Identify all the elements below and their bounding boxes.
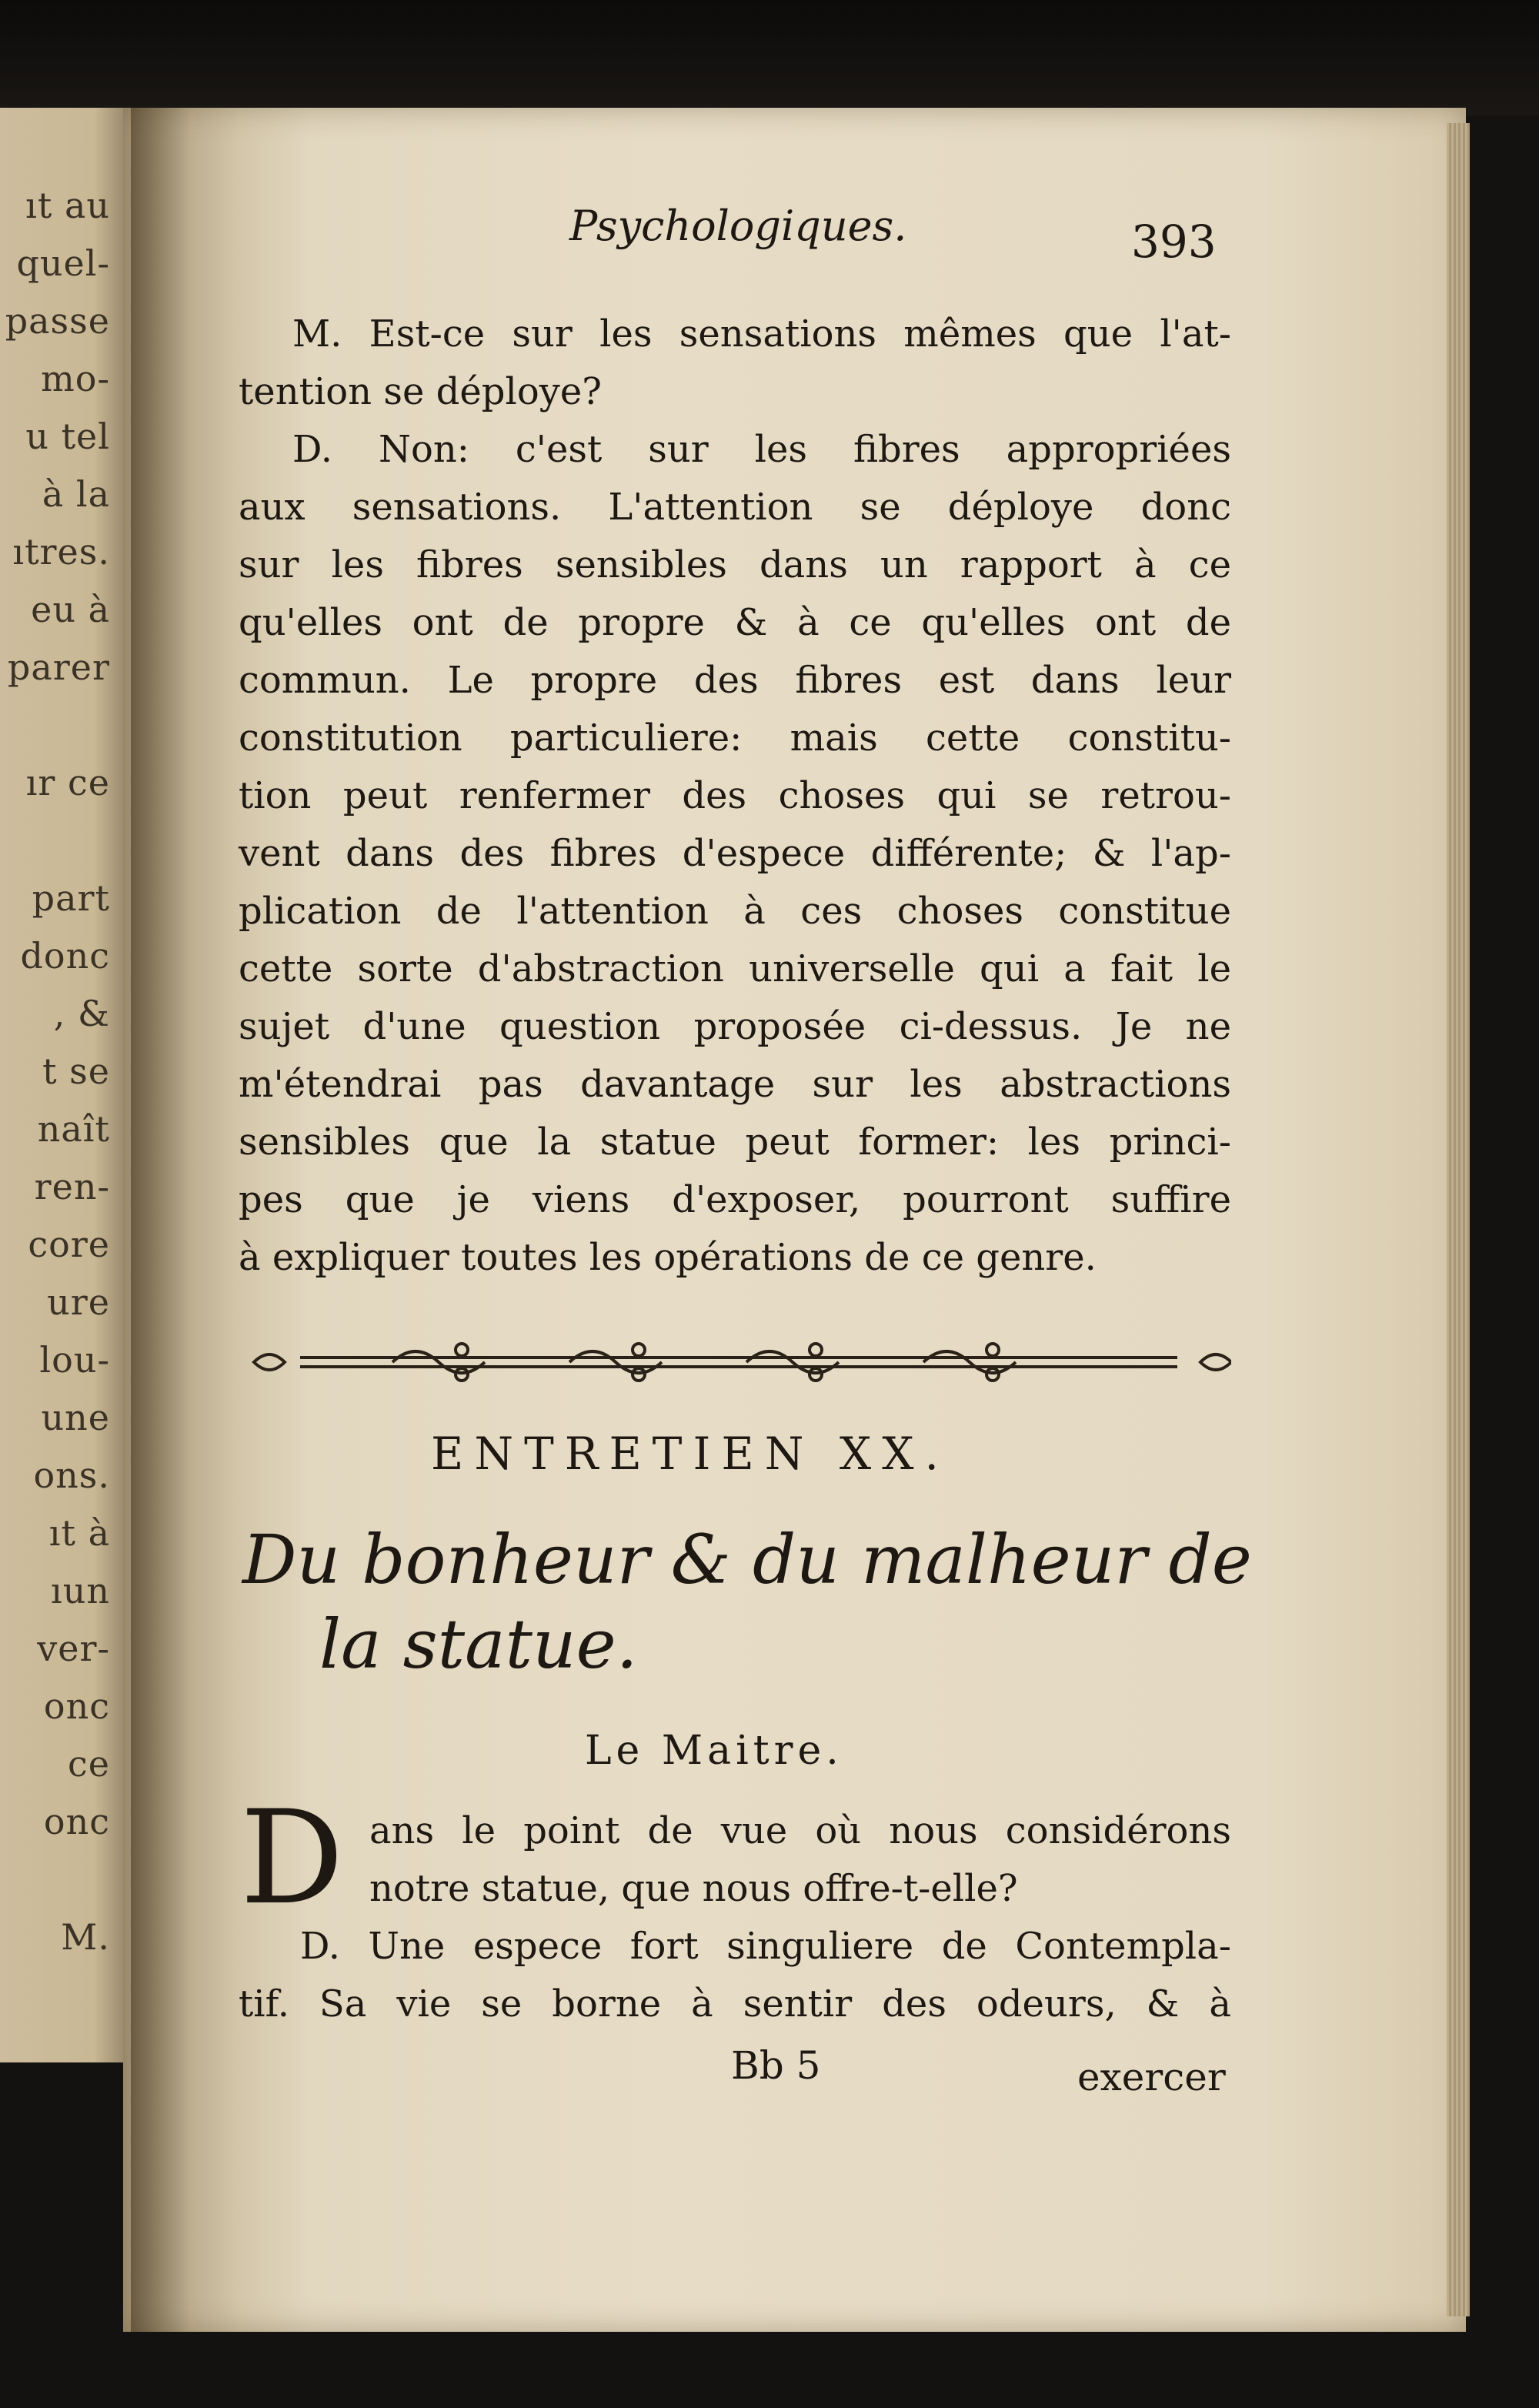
left-page-edge bbox=[0, 108, 135, 2062]
left-page-fragment: ons. bbox=[33, 1454, 110, 1496]
left-page-fragment: ıt au bbox=[25, 185, 110, 226]
body-line: pes que je viens d'exposer, pourront suffire bbox=[239, 1178, 1231, 1221]
book-gutter bbox=[131, 108, 239, 2332]
running-title: Psychologiques. bbox=[569, 202, 907, 250]
body-line: tention se déploye? bbox=[239, 370, 602, 413]
body-line: D. Non: c'est sur les fibres appropriées bbox=[292, 428, 1231, 471]
left-page-fragment: donc bbox=[20, 935, 110, 977]
left-page-fragment: ır ce bbox=[25, 762, 110, 803]
body-line: sensibles que la statue peut former: les princi- bbox=[239, 1121, 1231, 1164]
left-page-fragment: mo- bbox=[41, 358, 110, 399]
left-page-fragment: ce bbox=[68, 1743, 110, 1785]
page-number: 393 bbox=[1131, 215, 1217, 268]
ornament-divider bbox=[239, 1339, 1231, 1385]
chapter-heading: ENTRETIEN XX. bbox=[431, 1428, 950, 1480]
background-top bbox=[0, 0, 1539, 115]
body-line: sur les fibres sensibles dans un rapport à ce bbox=[239, 543, 1231, 586]
body-line: qu'elles ont de propre & à ce qu'elles ont de bbox=[239, 601, 1231, 644]
left-page-fragment: onc bbox=[43, 1685, 110, 1727]
left-page-fragment: ıun bbox=[51, 1570, 110, 1611]
left-page-fragment: lou- bbox=[39, 1339, 110, 1381]
body-line: aux sensations. L'attention se déploye donc bbox=[239, 486, 1231, 529]
left-page-fragment: u tel bbox=[25, 416, 110, 457]
left-page-fragment: ure bbox=[47, 1281, 110, 1323]
body-line: à expliquer toutes les opérations de ce genre. bbox=[239, 1236, 1097, 1279]
left-page-fragment: eu à bbox=[31, 589, 110, 630]
body-line: sujet d'une question proposée ci-dessus. Je ne bbox=[239, 1005, 1231, 1048]
left-page-fragment: t se bbox=[42, 1050, 110, 1092]
catchword: exercer bbox=[1077, 2055, 1226, 2099]
left-page-fragment: ver- bbox=[37, 1628, 110, 1669]
dialogue-line: tif. Sa vie se borne à sentir des odeurs, & à bbox=[239, 1982, 1231, 2026]
left-page-fragment: une bbox=[41, 1397, 110, 1438]
body-line: constitution particuliere: mais cette constitu- bbox=[239, 716, 1231, 760]
chapter-title-line-1: Du bonheur & du malheur de bbox=[242, 1520, 1252, 1599]
body-line: m'étendrai pas davantage sur les abstractions bbox=[239, 1063, 1231, 1106]
left-page-fragment: onc bbox=[43, 1801, 110, 1842]
signature-mark: Bb 5 bbox=[731, 2043, 821, 2088]
dialogue-line: notre statue, que nous offre-t-elle? bbox=[369, 1867, 1018, 1910]
body-line: plication de l'attention à ces choses constitue bbox=[239, 890, 1231, 933]
body-line: tion peut renfermer des choses qui se retrou- bbox=[239, 774, 1231, 817]
body-line: commun. Le propre des fibres est dans leur bbox=[239, 659, 1231, 702]
dialogue-line: D. Une espece fort singuliere de Contempla- bbox=[300, 1925, 1231, 1968]
speaker-label: Le Maitre. bbox=[585, 1728, 843, 1774]
chapter-title-line-2: la statue. bbox=[319, 1605, 638, 1684]
left-page-fragment: ren- bbox=[34, 1166, 110, 1207]
body-line: cette sorte d'abstraction universelle qui a fait le bbox=[239, 947, 1231, 990]
body-line: M. Est-ce sur les sensations mêmes que l'at- bbox=[292, 312, 1231, 356]
dialogue-line: ans le point de vue où nous considérons bbox=[369, 1809, 1231, 1852]
left-page-fragment: , & bbox=[53, 993, 110, 1034]
left-page-fragment: core bbox=[28, 1224, 110, 1265]
left-page-fragment: à la bbox=[42, 473, 110, 515]
left-page-fragment: parer bbox=[7, 646, 110, 688]
left-page-fragment: passe bbox=[5, 300, 110, 342]
left-page-fragment: part bbox=[32, 877, 110, 919]
body-line: vent dans des fibres d'espece différente; & l'ap- bbox=[239, 832, 1231, 875]
left-page-fragment: naît bbox=[37, 1108, 110, 1150]
left-page-fragment: M. bbox=[61, 1916, 110, 1958]
left-page-fragment: ıtres. bbox=[12, 531, 110, 573]
left-page-fragment: quel- bbox=[16, 242, 110, 284]
page-fore-edge bbox=[1447, 123, 1470, 2316]
left-page-fragment: ıt à bbox=[48, 1512, 110, 1554]
drop-cap: D bbox=[240, 1782, 344, 1933]
